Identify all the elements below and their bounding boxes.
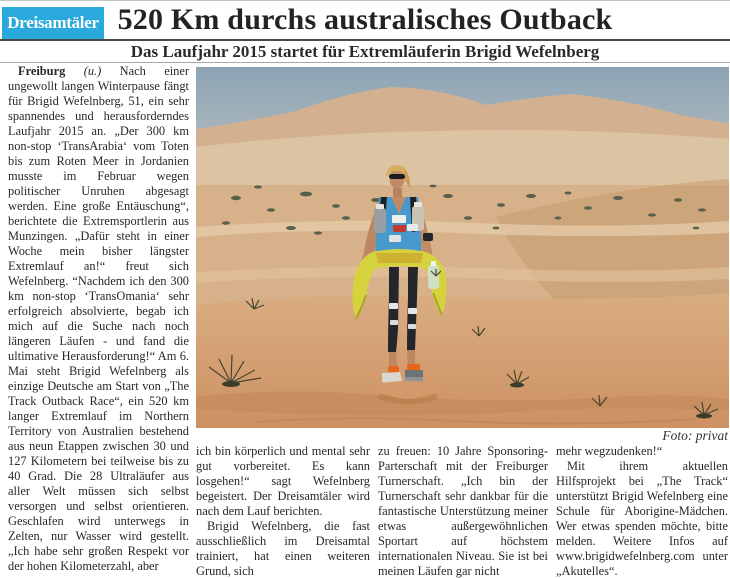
subheadline-rule xyxy=(0,62,730,63)
article-paragraph: zu freuen: 10 Jahre Sponsoring-Parterschaft mit der Freiburger Turnerschaft. „Ich bin der Turnerschaft sehr dankbar für die fantastische Unterstützung meiner etwas außergewöhnlichen Sportart auf höchstem internationalen Niveau. Sie ist bei meinen Läufen gar nicht xyxy=(378,444,548,578)
desert-dunes xyxy=(196,87,729,428)
headline: 520 Km durchs australisches Outback xyxy=(117,3,613,36)
clipping-top-edge xyxy=(0,0,730,1)
article-photo-frame xyxy=(196,67,729,428)
article-column-2 xyxy=(196,444,370,578)
masthead-label: Dreisamtäler xyxy=(7,13,99,32)
dateline-location: Freiburg xyxy=(18,64,66,78)
article-column-4 xyxy=(556,444,728,578)
article-photo xyxy=(196,67,729,428)
article-paragraph: Mit ihrem aktuellen Hilfsprojekt bei „The Track“ unterstützt Brigid Wefelnberg eine Schule für Aborigine-Mädchen. Wer etwas spenden möchte, bitte melden. Weitere Infos auf www.brigidwefelnberg.com unter „Akutelles“. xyxy=(556,459,728,578)
article-column-3 xyxy=(378,444,548,578)
article-column-1 xyxy=(8,64,189,578)
article-paragraph xyxy=(8,64,189,574)
article-paragraph: mehr wegzudenken!“ xyxy=(556,444,663,458)
article-paragraph: Brigid Wefelnberg, die fast ausschließlich im Dreisamtal trainiert, hat einen weiteren Grund, sich xyxy=(196,519,370,578)
masthead-box xyxy=(2,7,104,39)
article-paragraph: ich bin körperlich und mental sehr gut vorbereitet. Es kann losgehen!“ sagt Wefelnberg begeistert. Der Dreisamtäler wird nach dem Lauf berichten. xyxy=(196,444,370,518)
subheadline: Das Laufjahr 2015 startet für Extremläuferin Brigid Wefelnberg xyxy=(130,42,600,61)
photo-caption: Foto: privat xyxy=(662,428,728,443)
headline-rule xyxy=(0,39,730,41)
article-text: Nach einer ungewollt langen Winterpause fängt für Brigid Wefelnberg, 51, ein sehr spannendes und herausforderndes Laufjahr 2015 an. „Der 300 km non-stop ‘TransArabia‘ vom Toten bis zum Roten Meer in Jordanien musste im Februar wegen politischer Unruhen abgesagt werden. Eine große Entäuschung“, berichtete die Extremsportlerin aus Munzingen. „Dafür steht in einer Woche mein bisher längster Extremlauf an!“ freut sich Wefelnberg. “Nachdem ich den 300 km non-stop ‘TransOmania‘ sehr erfolgreich absolvierte, begab ich mich auf die Suche nach noch längeren Läufen - und fand die ultimative Herausforderung!“ Am 6. Mai steht Brigid Wefelnberg als einzige Deutsche am Start von „The Track Outback Race“, ein 520 km langer Extremlauf im Northern Territory von Australien bestehend aus neun Etappen zwischen 30 und 127 Kilometern bei teilweise bis zu 40 Grad. Die 28 Ultraläufer aus aller Welt müssen sich selbst versorgen und selbst orientieren. Geschlafen wird unterwegs in Zelten, nur Wasser wird gestellt. „Ich habe sehr großen Respekt vor der hohen Kilometerzahl, aber xyxy=(8,64,189,573)
dateline-credit: (u.) xyxy=(83,64,102,78)
